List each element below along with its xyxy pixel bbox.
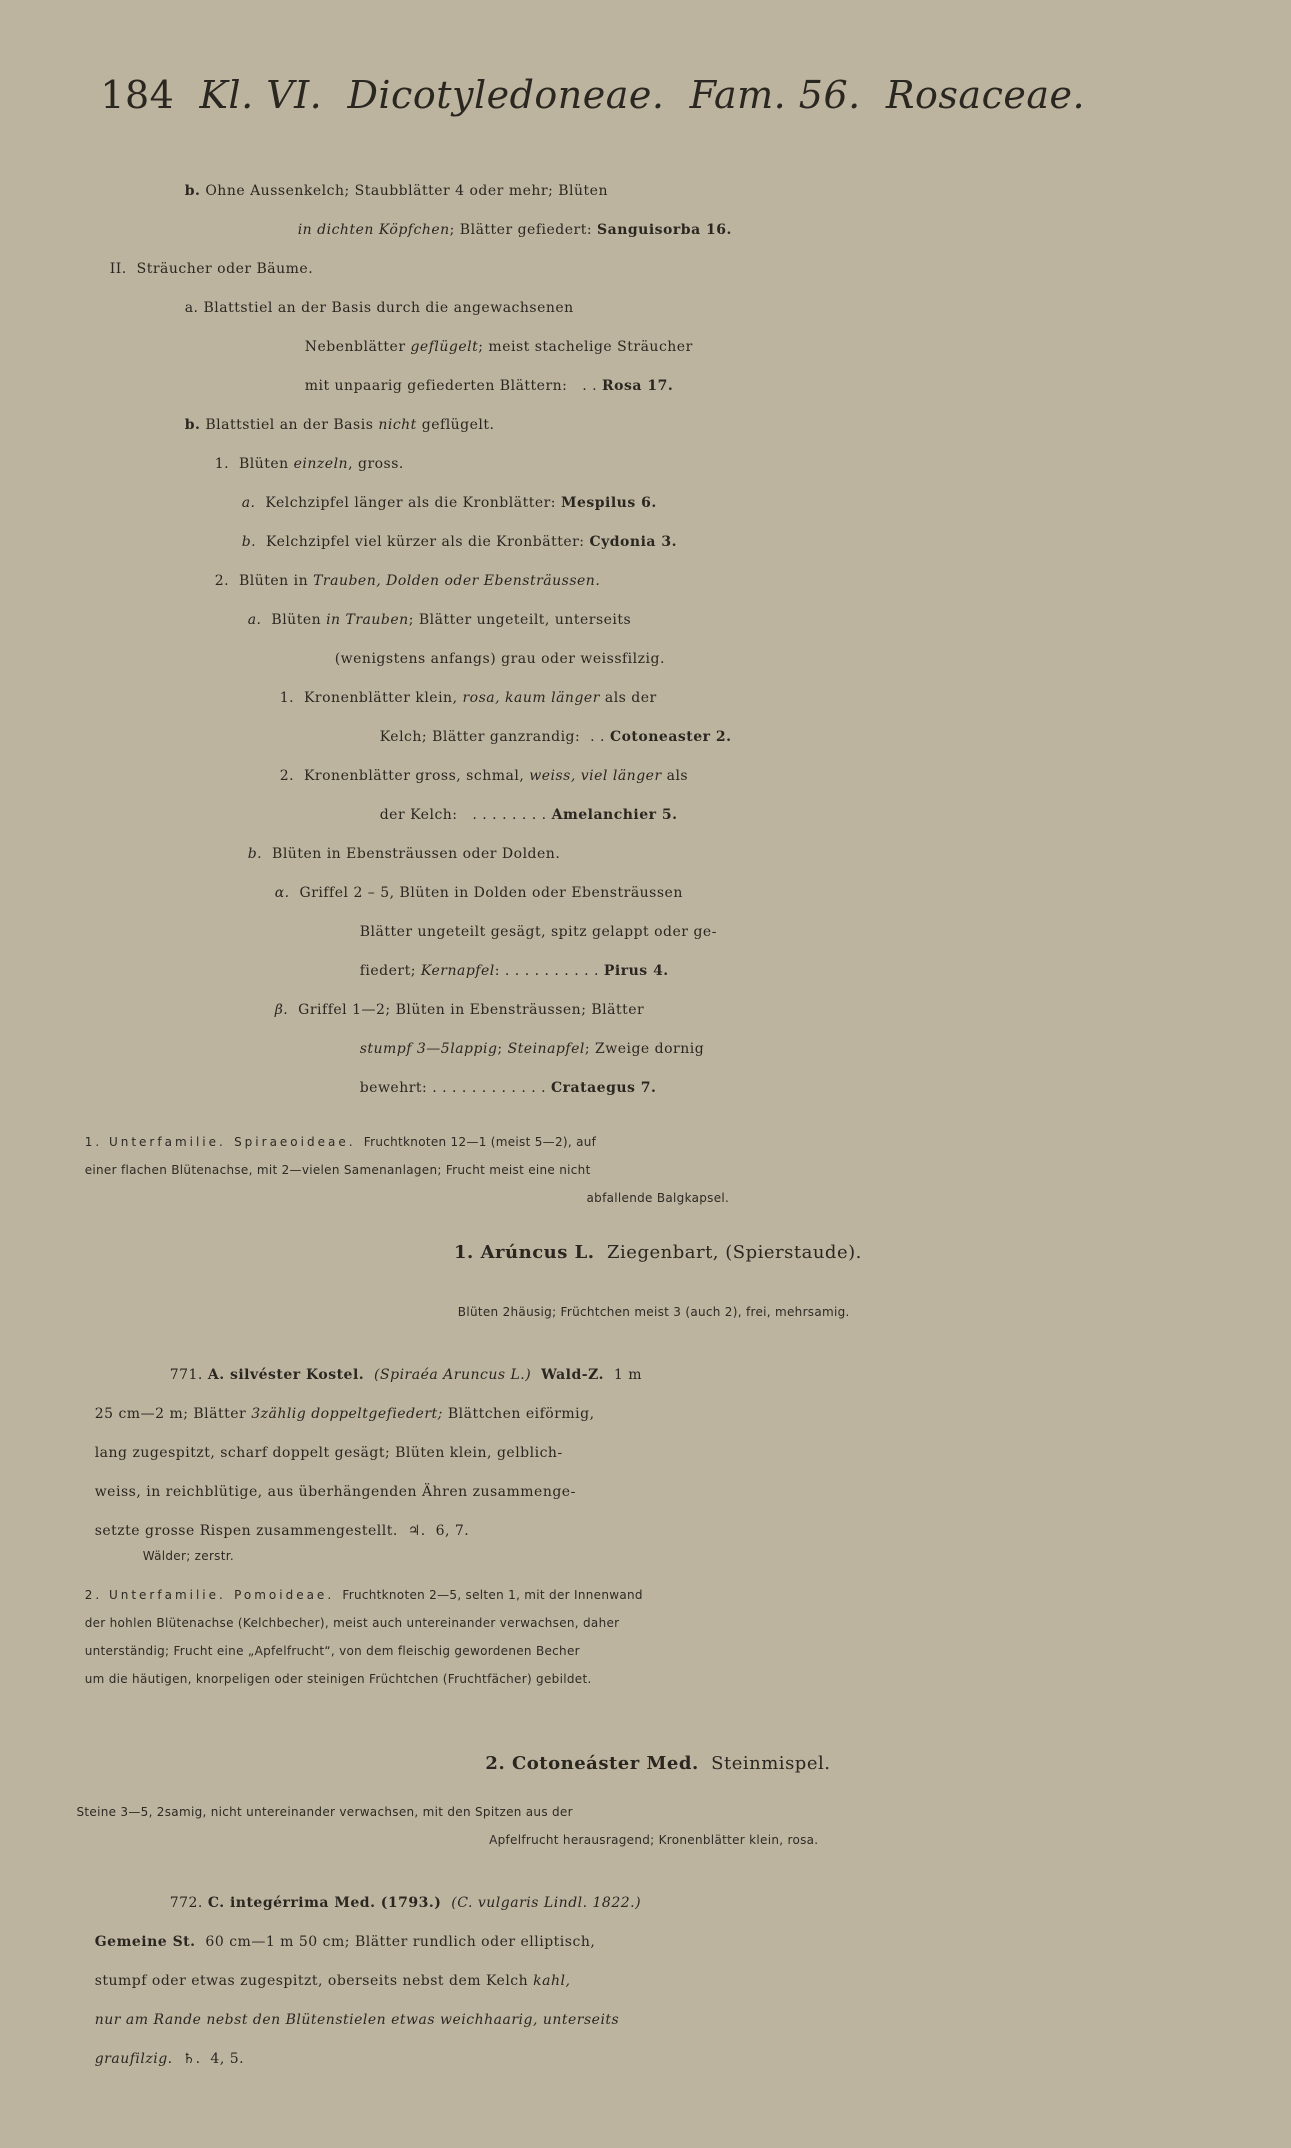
genus-ref: Rosa 17. — [602, 378, 674, 394]
key-line: 2. Kronenblätter gross, schmal, weiss, viel länger als — [279, 768, 689, 784]
key-line: a. Blattstiel an der Basis durch die angewachsenen — [184, 300, 574, 316]
genus-ref: Cotoneaster 2. — [609, 729, 732, 745]
species-line: stumpf oder etwas zugespitzt, oberseits nebst dem Kelch kahl, — [94, 1973, 571, 1989]
species-common-name: Wald-Z. — [541, 1367, 604, 1383]
subfamily-1-line: abfallende Balgkapsel. — [586, 1191, 730, 1205]
species-line: setzte grosse Rispen zusammengestellt. ♃. 6, 7. — [94, 1523, 470, 1539]
subfamily-2-line: 2. Unterfamilie. Pomoideae. Fruchtknoten 2—5, selten 1, mit der Innenwand — [84, 1588, 643, 1602]
genus-common-name: Steinmispel. — [711, 1753, 831, 1774]
key-line: b. Ohne Aussenkelch; Staubblätter 4 oder mehr; Blüten — [184, 183, 608, 199]
species-line: lang zugespitzt, scharf doppelt gesägt; Blüten klein, gelblich- — [94, 1445, 563, 1461]
key-line: in dichten Köpfchen; Blätter gefiedert: Sanguisorba 16. — [297, 222, 732, 238]
subfamily-2-line: um die häutigen, knorpeligen oder steinigen Früchtchen (Fruchtfächer) gebildet. — [84, 1672, 592, 1686]
key-line: b. Blattstiel an der Basis nicht geflügelt. — [184, 417, 495, 433]
subfamily-1-line: 1. Unterfamilie. Spiraeoideae. Fruchtknoten 12—1 (meist 5—2), auf — [84, 1135, 597, 1149]
species-habitat: Wälder; zerstr. — [142, 1549, 234, 1563]
key-line: Blätter ungeteilt gesägt, spitz gelappt oder ge- — [359, 924, 717, 940]
division-name: Dicotyledoneae. — [347, 73, 665, 117]
key-line: 2. Blüten in Trauben, Dolden oder Ebensträussen. — [214, 573, 601, 589]
key-line: II. Sträucher oder Bäume. — [109, 261, 314, 277]
species-line: 772. C. integérrima Med. (1793.) (C. vulgaris Lindl. 1822.) — [169, 1895, 642, 1911]
family-name: Rosaceae. — [885, 73, 1086, 117]
key-line: mit unpaarig gefiederten Blättern: . . Rosa 17. — [304, 378, 674, 394]
genus-description: Steine 3—5, 2samig, nicht untereinander verwachsen, mit den Spitzen aus der — [76, 1805, 573, 1819]
key-line: b. Kelchzipfel viel kürzer als die Kronbätter: Cydonia 3. — [241, 534, 677, 550]
species-line: graufilzig. ♄. 4, 5. — [94, 2051, 245, 2067]
genus-ref: Sanguisorba 16. — [597, 222, 732, 238]
genus-ref: Crataegus 7. — [551, 1080, 657, 1096]
genus-description: Blüten 2häusig; Früchtchen meist 3 (auch 2), frei, mehrsamig. — [457, 1305, 850, 1319]
key-line: β. Griffel 1—2; Blüten in Ebensträussen; Blätter — [274, 1002, 645, 1018]
genus-name: 2. Cotoneáster Med. — [485, 1753, 699, 1774]
genus-name: 1. Arúncus L. — [454, 1242, 595, 1263]
genus-ref: Cydonia 3. — [589, 534, 677, 550]
genus-ref: Pirus 4. — [603, 963, 669, 979]
genus-description: Apfelfrucht herausragend; Kronenblätter klein, rosa. — [489, 1833, 819, 1847]
key-line: der Kelch: . . . . . . . . Amelanchier 5. — [379, 807, 678, 823]
subfamily-1-line: einer flachen Blütenachse, mit 2—vielen Samenanlagen; Frucht meist eine nicht — [84, 1163, 591, 1177]
species-name: C. integérrima Med. (1793.) — [207, 1895, 442, 1911]
key-line: (wenigstens anfangs) grau oder weissfilzig. — [334, 651, 665, 667]
key-line: a. Kelchzipfel länger als die Kronblätter: Mespilus 6. — [241, 495, 657, 511]
key-line: 1. Kronenblätter klein, rosa, kaum länger als der — [279, 690, 657, 706]
key-line: stumpf 3—5lappig; Steinapfel; Zweige dornig — [359, 1041, 705, 1057]
key-line: bewehrt: . . . . . . . . . . . . Crataegus 7. — [359, 1080, 657, 1096]
key-line: a. Blüten in Trauben; Blätter ungeteilt, unterseits — [247, 612, 632, 628]
genus-common-name: Ziegenbart, (Spierstaude). — [607, 1242, 862, 1263]
page-number: 184 — [100, 73, 175, 117]
key-line: b. Blüten in Ebensträussen oder Dolden. — [247, 846, 561, 862]
subfamily-2-line: der hohlen Blütenachse (Kelchbecher), meist auch untereinander verwachsen, daher — [84, 1616, 620, 1630]
species-line: 771. A. silvéster Kostel. (Spiraéa Aruncus L.) Wald-Z. 1 m — [169, 1367, 642, 1383]
species-name: A. silvéster Kostel. — [207, 1367, 365, 1383]
species-line: nur am Rande nebst den Blütenstielen etwas weichhaarig, unterseits — [94, 2012, 620, 2028]
genus-ref: Amelanchier 5. — [551, 807, 678, 823]
species-common-name: Gemeine St. — [94, 1934, 196, 1950]
key-line: α. Griffel 2 – 5, Blüten in Dolden oder Ebensträussen — [274, 885, 683, 901]
key-line: fiedert; Kernapfel: . . . . . . . . . . Pirus 4. — [359, 963, 669, 979]
species-line: Gemeine St. 60 cm—1 m 50 cm; Blätter rundlich oder elliptisch, — [94, 1934, 596, 1950]
subfamily-2-line: unterständig; Frucht eine „Apfelfrucht“, von dem fleischig gewordenen Becher — [84, 1644, 580, 1658]
key-line: Nebenblätter geflügelt; meist stachelige Sträucher — [304, 339, 693, 355]
key-line: 1. Blüten einzeln, gross. — [214, 456, 404, 472]
family-label: Fam. 56. — [689, 73, 861, 117]
key-line: Kelch; Blätter ganzrandig: . . Cotoneaster 2. — [379, 729, 732, 745]
species-line: 25 cm—2 m; Blätter 3zählig doppeltgefiedert; Blättchen eiförmig, — [94, 1406, 595, 1422]
class-name: Kl. VI. — [199, 73, 323, 117]
species-line: weiss, in reichblütige, aus überhängenden Ähren zusammenge- — [94, 1484, 576, 1500]
genus-ref: Mespilus 6. — [560, 495, 657, 511]
